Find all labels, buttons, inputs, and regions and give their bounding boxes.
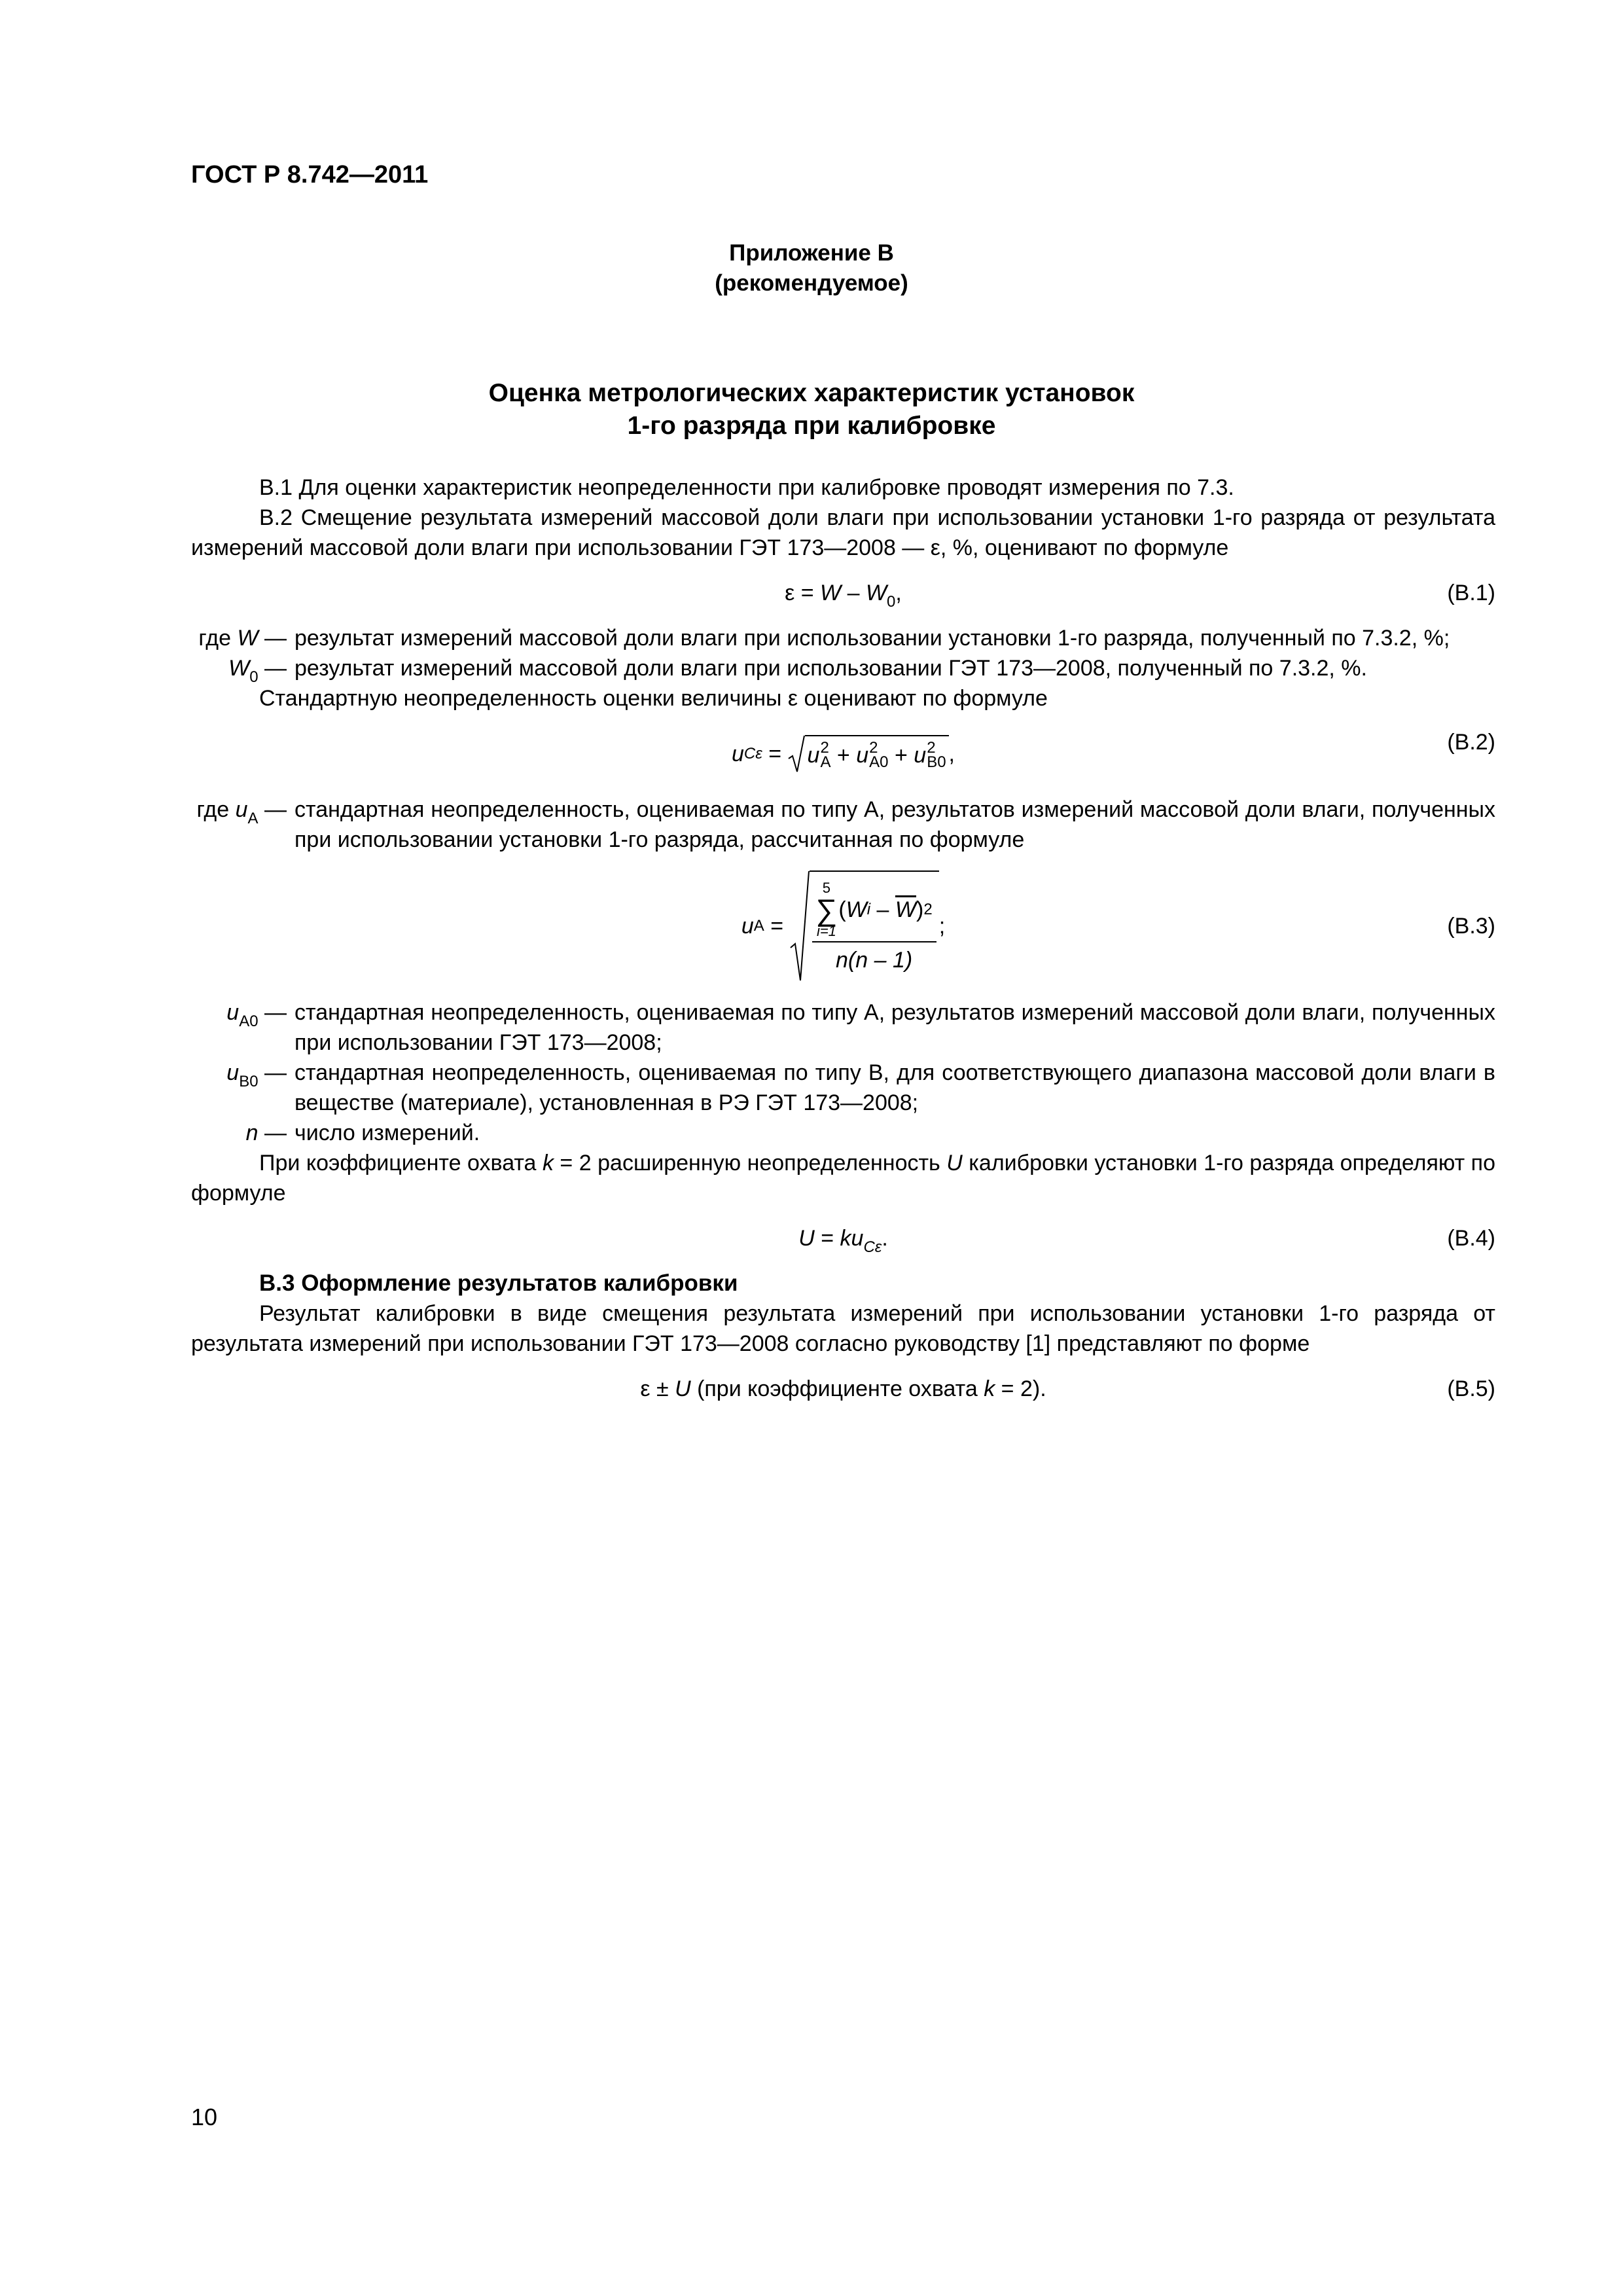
equation-b1-formula [785,578,902,611]
definition-w0 [191,653,1495,686]
definition-ua-text: стандартная неопределенность, оцениваемая по типу А, результатов измерений массовой доли влаги, полученных при использовании установки 1-го разряда, рассчитанная по формуле [294,797,1495,852]
definition-w-prefix: где [198,626,238,651]
definition-ub0-label [191,1058,294,1118]
eq3-numerator: 5 ∑ i=1 ( W i – $\overline{W}$ ) 2 [812,881,936,942]
equation-b2 [191,713,1495,795]
equation-b2-formula: u Cε = u 2 A + u 2 A0 + u 2 B0 , [732,735,955,773]
definition-w-text: результат измерений массовой доли влаги при использовании установки 1-го разряда, полученный по 7.3.2, %; [294,626,1450,651]
eq2-u: u [731,742,744,766]
definition-w0-label [191,653,294,686]
eq5-epsilon: ε [640,1376,651,1401]
eq3-radical [790,870,939,982]
definition-ub0-symbol: u [226,1060,240,1085]
definition-w-dash: — [258,626,287,651]
equation-b2-number: (В.2) [1447,730,1495,755]
eq5-post: = 2). [995,1376,1046,1401]
eq2-ua-sup: 2 [820,739,829,757]
eq5-plusminus: ± [650,1376,675,1401]
definition-ua0-label [191,997,294,1058]
eq1-w: W [820,581,842,605]
pk-u: U [946,1151,963,1175]
eq1-w0: W [865,581,887,605]
definition-ua0-symbol: u [226,1000,240,1025]
definition-ua-symbol: u [235,797,248,822]
definition-w0-subscript: 0 [249,668,259,686]
pk-post: калибровки установки 1-го разряда определяют по формуле [191,1151,1495,1206]
equation-b4-formula [798,1223,888,1256]
square-root-sign-icon [788,735,805,773]
eq2-ub0-sup: 2 [927,739,936,757]
eq3-close-paren: ) [916,897,924,922]
eq3-wi: W [846,897,867,922]
eq3-sum-upper: 5 [822,880,831,896]
definition-ua-subscript: A [247,810,259,827]
definition-w0-dash: — [258,656,287,681]
definition-w0-symbol: W [228,656,250,681]
equation-b4-number: (В.4) [1447,1226,1495,1251]
eq3-equals: = [764,914,790,939]
equation-b3 [191,855,1495,997]
equation-b1 [191,563,1495,623]
eq2-ua0-scripts [869,741,888,770]
eq3-denominator: n(n – 1) [836,948,913,973]
paragraph-coverage-factor [191,1148,1495,1208]
eq3-open-paren: ( [838,897,846,922]
eq3-u: u [741,914,754,939]
eq2-ub0: u [914,743,927,768]
document-code: ГОСТ Р 8.742—2011 [191,161,429,188]
equation-b3-formula: u A = 5 ∑ i=1 ( W i – $\overline{W}$ ) 2 n(n – 1) ; [741,870,945,982]
sigma-icon: ∑ [815,893,838,927]
eq3-sum [816,881,838,939]
paragraph-b3: Результат калибровки в виде смещения результата измерений при использовании установки 1-го разряда от результата измерений при использовании ГЭТ 173—2008 согласно руководству [1] представляют по форме [191,1301,1495,1356]
eq1-epsilon: ε [785,581,795,605]
eq1-punct: , [895,581,902,605]
definition-w-symbol: W [237,626,259,651]
eq4-punct: . [882,1226,888,1251]
definition-w-label [191,623,294,653]
definition-n [191,1118,1495,1148]
eq1-minus: – [841,581,866,605]
paragraph-b1: В.1 Для оценки характеристик неопределенности при калибровке проводят измерения по 7.3. [259,475,1234,500]
definition-n-dash: — [258,1121,287,1145]
definition-ua-prefix: где [196,797,236,822]
appendix-title [0,377,1623,442]
definition-ua-label [191,795,294,855]
eq2-ua0-sup: 2 [869,739,878,757]
eq2-radical [788,735,949,773]
eq2-ua: u [807,743,820,768]
eq5-pre: (при коэффициенте охвата [690,1376,984,1401]
definition-ub0 [191,1058,1495,1118]
eq5-k: k [984,1376,995,1401]
equation-b1-number: (В.1) [1447,581,1495,605]
pk-k: k [542,1151,554,1175]
definition-ua0-dash: — [258,1000,287,1025]
eq5-u: U [675,1376,691,1401]
document-body [191,473,1495,1419]
eq2-ub0-sub: B0 [927,753,946,771]
eq1-w0-subscript: 0 [887,593,896,611]
equation-b3-number: (В.3) [1447,914,1495,939]
eq2-ub0-scripts [927,741,946,770]
eq2-plus-1: + [830,743,857,768]
page-number: 10 [191,2104,218,2130]
eq3-sum-lower: i=1 [816,923,836,939]
eq2-ua-sub: A [820,753,831,771]
equation-b5-number: (В.5) [1447,1376,1495,1401]
definition-ub0-dash: — [258,1060,287,1085]
definition-ua0-text: стандартная неопределенность, оцениваемая по типу А, результатов измерений массовой доли влаги, полученных при использовании ГЭТ 173—2008; [294,1000,1495,1055]
eq3-wbar: $\overline{W}$ [895,897,916,922]
definition-n-symbol: n [245,1121,259,1145]
paragraph-b2: В.2 Смещение результата измерений массовой доли влаги при использовании установки 1-го разряда от результата измерений массовой доли влаги при использовании ГЭТ 173—2008 — ε, %, оценивают по формуле [191,505,1495,560]
appendix-label: Приложение В [729,240,894,266]
square-root-sign-icon [790,870,810,982]
definition-ua [191,795,1495,855]
eq2-punct: , [948,742,955,766]
definition-n-text: число измерений. [294,1121,480,1145]
eq4-u: U [798,1226,815,1251]
definition-ub0-text: стандартная неопределенность, оцениваемая по типу В, для соответствующего диапазона массовой доли влаги в веществе (материале), установленная в РЭ ГЭТ 173—2008; [294,1060,1495,1115]
definition-n-label [191,1118,294,1148]
definition-ua0-subscript: A0 [239,1013,259,1030]
definition-w [191,623,1495,653]
subheading-b3: В.3 Оформление результатов калибровки [259,1270,738,1296]
eq4-ku: ku [840,1226,864,1251]
eq1-equals: = [794,581,821,605]
equation-b4 [191,1208,1495,1268]
pk-pre: При коэффициенте охвата [259,1151,543,1175]
eq3-radicand [810,870,939,982]
eq2-ua0: u [856,743,869,768]
eq3-minus: – [870,897,895,922]
definition-w0-text: результат измерений массовой доли влаги при использовании ГЭТ 173—2008, полученный по 7.3.2, %. [294,656,1367,681]
eq2-ua0-sub: A0 [869,753,889,771]
eq2-plus-2: + [888,743,914,768]
appendix-title-line-2: 1-го разряда при калибровке [627,412,996,440]
definition-ua-dash: — [258,797,287,822]
pk-mid: = 2 расширенную неопределенность [553,1151,947,1175]
equation-b5 [191,1359,1495,1419]
eq3-fraction [812,881,936,975]
appendix-heading [0,238,1623,298]
appendix-status: (рекомендуемое) [715,270,908,296]
eq4-equals: = [814,1226,840,1251]
eq4-subscript: Cε [863,1238,882,1256]
eq3-punct: ; [938,914,946,939]
eq2-equals: = [762,742,788,766]
paragraph-std-uncertainty: Стандартную неопределенность оценки величины ε оценивают по формуле [259,686,1048,711]
definition-ua0 [191,997,1495,1058]
appendix-title-line-1: Оценка метрологических характеристик установок [488,379,1135,407]
definition-ub0-subscript: B0 [239,1073,259,1090]
eq2-ua-scripts [820,741,830,770]
equation-b5-formula [640,1374,1046,1404]
eq2-radicand [805,735,949,773]
